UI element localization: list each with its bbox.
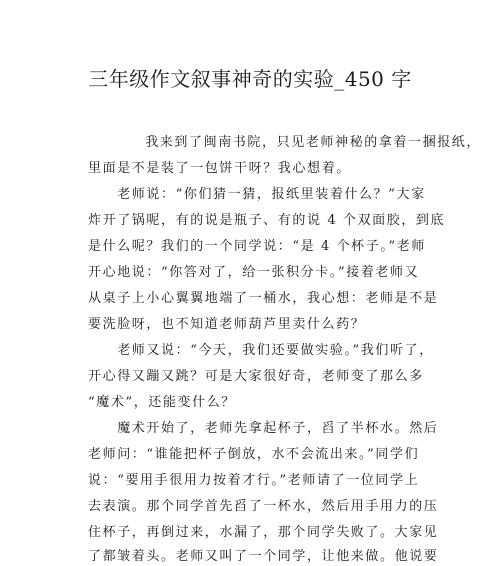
paragraph-line: 从桌子上小心翼翼地端了一桶水，我心想：老师是不是 [88,291,439,306]
paragraph-line: 要洗脸呀，也不知道老师葫芦里卖什么药？ [88,317,366,332]
paragraph-line: 里面是不是装了一包饼干呀？我心想着。 [88,161,351,176]
paragraph-line: 我来到了闽南书院，只见老师神秘的拿着一捆报纸， [116,135,482,150]
paragraph-line: 魔术开始了，老师先拿起杯子，舀了半杯水。然后 [88,421,439,436]
paragraph-line: 了都皱着头。老师又叫了一个同学，让他来做。他说要 [88,549,439,564]
paragraph-line: 开心得又蹦又跳？可是大家很好奇，老师变了那么多 [88,369,424,384]
paragraph-line: “魔术”，还能变什么？ [88,395,236,410]
paragraph-line: 开心地说：“你答对了，给一张积分卡。”接着老师又 [88,265,420,280]
paragraph-line: 老师问：“谁能把杯子倒放，水不会流出来。”同学们 [88,447,420,462]
paragraph-line: 老师又说：“今天，我们还要做实验。”我们听了， [88,343,434,358]
paragraph-line: 是什么呢？我们的一个同学说：“是 4 个杯子。”老师 [88,239,426,254]
paragraph-line: 去表演。那个同学首先舀了一杯水，然后用手用力的压 [88,499,439,514]
paragraph-line: 炸开了锅呢，有的说是瓶子、有的说 4 个双面胶，到底 [88,213,446,228]
paragraph-line: 住杯子，再倒过来，水漏了，那个同学失败了。大家见 [88,525,439,540]
page-title: 三年级作文叙事神奇的实验_450 字 [88,67,412,91]
paragraph-line: 说：“要用手很用力按着才行。”老师请了一位同学上 [88,473,420,488]
paragraph-line: 老师说：“你们猜一猜，报纸里装着什么？”大家 [88,187,426,202]
